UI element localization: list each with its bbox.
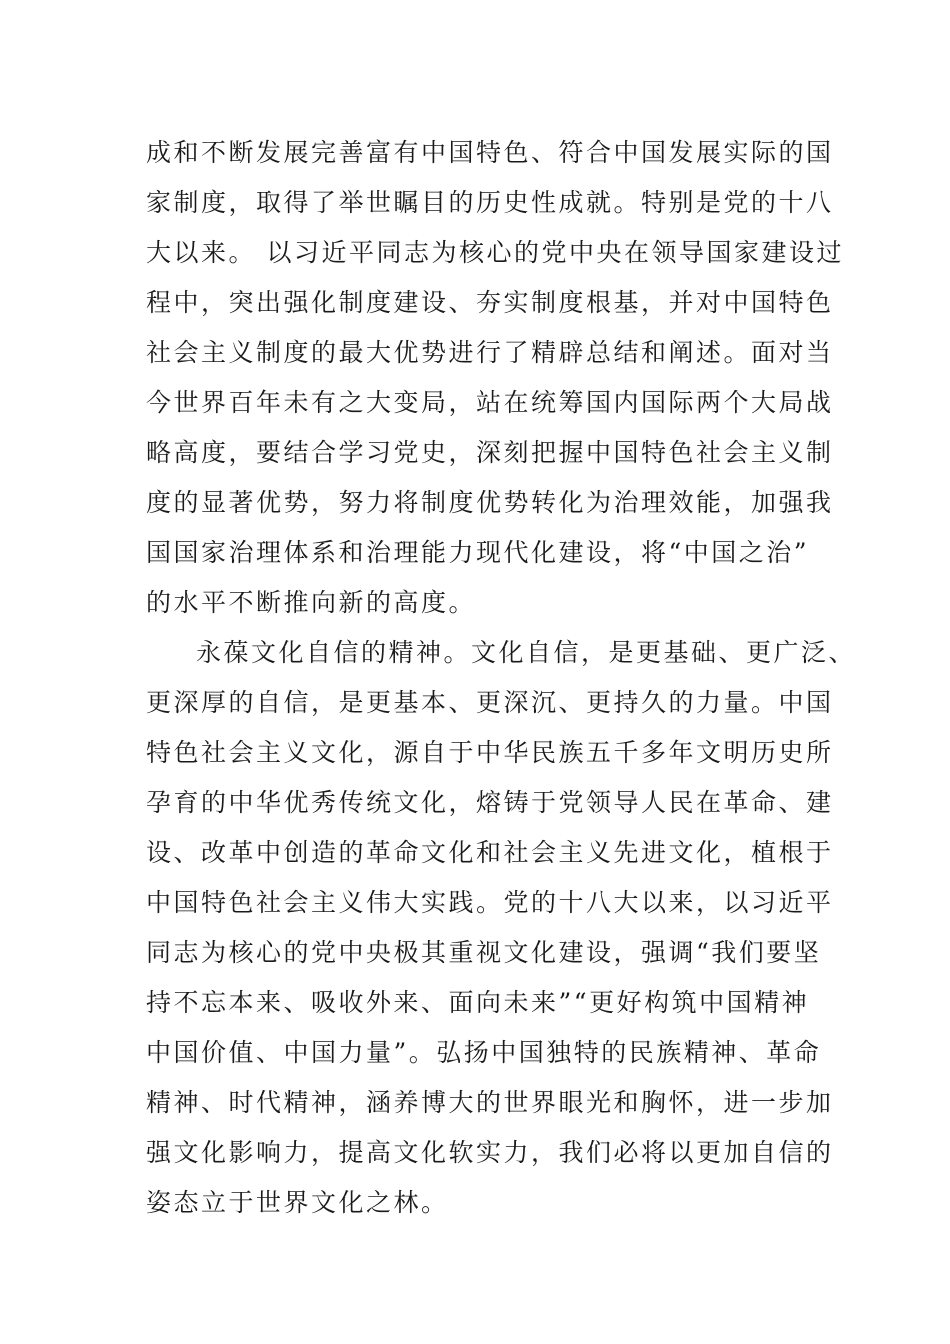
text-line: 的水平不断推向新的高度。 bbox=[146, 588, 477, 617]
text-line: 孕育的中华优秀传统文化，熔铸于党领导人民在革命、建 bbox=[146, 788, 834, 817]
text-line: 特色社会主义文化，源自于中华民族五千多年文明历史所 bbox=[146, 738, 834, 767]
text-line: 略高度，要结合学习党史，深刻把握中国特色社会主义制 bbox=[146, 438, 834, 467]
text-line: 今世界百年未有之大变局，站在统筹国内国际两个大局战 bbox=[146, 388, 834, 417]
text-line: 精神、时代精神，涵养博大的世界眼光和胸怀，进一步加 bbox=[146, 1088, 834, 1117]
text-line: 国国家治理体系和治理能力现代化建设，将“中国之治” bbox=[146, 538, 810, 567]
body-text bbox=[146, 128, 857, 1228]
text-line: 更深厚的自信，是更基本、更深沉、更持久的力量。中国 bbox=[146, 688, 834, 717]
text-line: 成和不断发展完善富有中国特色、符合中国发展实际的国 bbox=[146, 138, 834, 167]
text-line: 姿态立于世界文化之林。 bbox=[146, 1188, 449, 1217]
text-line: 同志为核心的党中央极其重视文化建设，强调“我们要坚 bbox=[146, 938, 822, 967]
text-line: 大以来。 以习近平同志为核心的党中央在领导国家建设过 bbox=[146, 238, 844, 267]
paragraph-start-line: 永葆文化自信的精神。文化自信，是更基础、更广泛、 bbox=[196, 638, 857, 667]
text-line: 程中，突出强化制度建设、夯实制度根基，并对中国特色 bbox=[146, 288, 834, 317]
text-line: 中国特色社会主义伟大实践。党的十八大以来，以习近平 bbox=[146, 888, 834, 917]
text-line: 设、改革中创造的革命文化和社会主义先进文化，植根于 bbox=[146, 838, 834, 867]
text-line: 中国价值、中国力量”。弘扬中国独特的民族精神、革命 bbox=[146, 1038, 822, 1067]
text-line: 度的显著优势，努力将制度优势转化为治理效能，加强我 bbox=[146, 488, 834, 517]
text-line: 家制度，取得了举世瞩目的历史性成就。特别是党的十八 bbox=[146, 188, 834, 217]
text-line: 持不忘本来、吸收外来、面向未来”“更好构筑中国精神 bbox=[146, 988, 810, 1017]
text-line: 强文化影响力，提高文化软实力，我们必将以更加自信的 bbox=[146, 1138, 834, 1167]
text-line: 社会主义制度的最大优势进行了精辟总结和阐述。面对当 bbox=[146, 338, 834, 367]
